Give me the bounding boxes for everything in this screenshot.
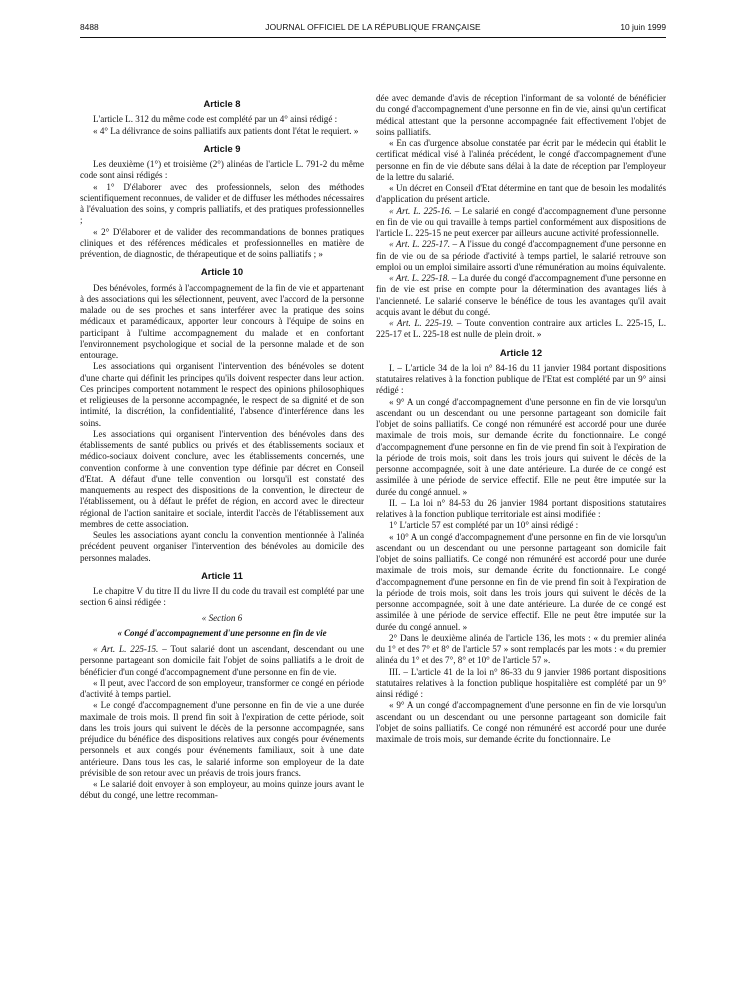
paragraph: Seules les associations ayant conclu la convention mentionnée à l'alinéa précédent peuvent organiser l'intervention des bénévoles au domicile des personnes malades. (80, 530, 364, 563)
paragraph: II. – La loi n° 84-53 du 26 janvier 1984 portant dispositions statutaires relatives à la fonction publique territoriale est ainsi modifiée : (376, 497, 666, 519)
paragraph: Le chapitre V du titre II du livre II du code du travail est complété par une section 6 ainsi rédigée : (80, 586, 364, 608)
article-paragraph (376, 239, 666, 273)
article-reference: « Art. L. 225-15. (93, 644, 159, 654)
paragraph: « 4° La délivrance de soins palliatifs aux patients dont l'état le requiert. » (93, 125, 359, 136)
paragraph: Les deuxième (1°) et troisième (2°) alinéas de l'article L. 791-2 du même code sont ainsi rédigés : (80, 159, 364, 181)
article-paragraph (376, 273, 666, 318)
paragraph: Les associations qui organisent l'intervention des bénévoles se dotent d'une charte qui définit les principes qu'ils doivent respecter dans leur action. Ces principes comportent notamment le respect des opinions philosophiques et religieuses de la personne accompagnée, le respect de sa dignité et de son intimité, la discrétion, la confidentialité, l'absence d'interférence dans les soins. (80, 361, 364, 428)
paragraph-text: – Tout salarié dont un ascendant, descendant ou une personne partageant son domicile fait l'objet de soins palliatifs a le droit de bénéficier d'un congé d'accompagnement d'une personne en fin de vie. (80, 644, 365, 677)
paragraph: Les associations qui organisent l'intervention des bénévoles dans des établissements de santé publics ou privés et des établissements sociaux et médico-sociaux doivent conclure, avec les établissements concernés, une convention conforme à une convention type définie par décret en Conseil d'Etat. A défaut d'une telle convention ou lorsqu'il est constaté des manquements au respect des dispositions de la convention, le directeur de l'établissement, ou à défaut le préfet de région, en accord avec le directeur régional de l'action sanitaire et sociale, interdit l'accès de l'établissement aux membres de cette association. (80, 428, 364, 529)
journal-title: JOURNAL OFFICIEL DE LA RÉPUBLIQUE FRANÇAISE (265, 22, 481, 32)
article-paragraph (376, 206, 666, 240)
paragraph: « Un décret en Conseil d'Etat détermine en tant que de besoin les modalités d'application du présent article. (376, 183, 666, 205)
article-heading: Article 10 (200, 266, 244, 278)
paragraph: « 9° A un congé d'accompagnement d'une personne en fin de vie lorsqu'un ascendant ou un descendant ou une personne partageant son domicile fait l'objet de soins palliatifs. Ce congé non rémunéré est accordé pour une durée maximale de trois mois, sur demande écrite du fonctionnaire. Le congé d'accompagnement d'une personne en fin de vie prend fin soit à l'expiration de la période de trois mois, soit dans les trois jours qui suivent le décès de la personne accompagnée, soit à une date antérieure. La durée de ce congé est assimilée à une période de service effectif. Elle ne peut être imputée sur la durée du congé annuel. » (376, 396, 666, 497)
paragraph: « 1° D'élaborer avec des professionnels, selon des méthodes scientifiquement reconnues, de valider et de diffuser les méthodes nécessaires à l'évaluation des soins, y compris palliatifs, et des pratiques professionnelles ; (80, 181, 364, 226)
paragraph: dée avec demande d'avis de réception l'informant de sa volonté de bénéficier du congé d'accompagnement d'une personne en fin de vie, ainsi qu'un certificat médical attestant que la personne accompagnée fait effectivement l'objet de soins palliatifs. (376, 93, 666, 137)
paragraph: III. – L'article 41 de la loi n° 86-33 du 9 janvier 1986 portant dispositions statutaires relatives à la fonction publique hospitalière est complété par un 9° ainsi rédigé : (376, 666, 666, 699)
paragraph: « En cas d'urgence absolue constatée par écrit par le médecin qui établit le certificat médical visé à l'alinéa précédent, le congé d'accompagnement d'une personne en fin de vie débute sans délai à la date de réception par l'employeur de la lettre du salarié. (376, 138, 666, 182)
article-heading: Article 9 (203, 142, 241, 154)
article-reference: « Art. L. 225-17. (389, 239, 451, 250)
section-label: « Section 6 (201, 612, 243, 623)
right-column (376, 93, 666, 745)
article-heading: Article 11 (201, 569, 243, 581)
article-reference: « Art. L. 225-16. (389, 205, 452, 216)
header-rule (80, 37, 666, 38)
left-column (80, 98, 364, 802)
article-heading: Article 12 (499, 346, 543, 358)
paragraph: « Il peut, avec l'accord de son employeur, transformer ce congé en période d'activité à temps partiel. (80, 677, 364, 699)
paragraph-text: – A l'issue du congé d'accompagnement d'une personne en fin de vie ou de sa période d'activité à temps partiel, le salarié retrouve son emploi ou un emploi similaire assorti d'une rémunération au moins équivalente. (376, 239, 666, 272)
issue-date: 10 juin 1999 (620, 22, 666, 32)
paragraph: 2° Dans le deuxième alinéa de l'article 136, les mots : « du premier alinéa du 1° et des 7° et 8° de l'article 57 » sont remplacés par les mots : « du premier alinéa du 1° et des 7°, 8° et 10° de l'article 57 ». (376, 632, 666, 666)
paragraph: 1° L'article 57 est complété par un 10° ainsi rédigé : (389, 520, 579, 531)
article-paragraph (376, 318, 666, 341)
page-number: 8488 (80, 22, 99, 32)
paragraph: « 9° A un congé d'accompagnement d'une personne en fin de vie lorsqu'un ascendant ou un descendant ou une personne partageant son domicile fait l'objet de soins palliatifs. Ce congé non rémunéré est accordé pour une durée maximale de trois mois, sur demande écrite du fonctionnaire. Le (376, 700, 666, 744)
article-reference: « Art. L. 225-18. (389, 273, 450, 283)
paragraph: I. – L'article 34 de la loi n° 84-16 du 11 janvier 1984 portant dispositions statutaires relatives à la fonction publique de l'Etat est complété par un 9° ainsi rédigé : (376, 362, 666, 396)
paragraph: « 2° D'élaborer et de valider des recommandations de bonnes pratiques cliniques et des références médicales et professionnelles en matière de prévention, de diagnostic, de thérapeutique et de soins palliatifs ; » (80, 226, 364, 259)
paragraph: « Le salarié doit envoyer à son employeur, au moins quinze jours avant le début du congé, une lettre recomman- (80, 779, 364, 801)
paragraph: « 10° A un congé d'accompagnement d'une personne en fin de vie lorsqu'un ascendant ou un descendant ou une personne partageant son domicile fait l'objet de soins palliatifs. Ce congé non rémunéré est accordé pour une durée maximale de trois mois, sur demande écrite du fonctionnaire. Le congé d'accompagnement d'une personne en fin de vie prend fin soit à l'expiration de la période de trois mois, soit dans les trois jours qui suivent le décès de la personne accompagnée, soit à une date antérieure. La durée de ce congé est assimilée à une période de service effectif. Elle ne peut être imputée sur la durée du congé annuel. » (376, 531, 666, 632)
page-header (80, 22, 666, 34)
paragraph: L'article L. 312 du même code est complété par un 4° ainsi rédigé : (93, 114, 338, 125)
paragraph: « Le congé d'accompagnement d'une personne en fin de vie a une durée maximale de trois mois. Il prend fin soit à l'expiration de cette période, soit dans les trois jours qui suivent le décès de la personne accompagnée, sans préjudice du bénéfice des dispositions relatives aux congés pour événements personnels et aux congés pour événements familiaux, soit à une date antérieure. Dans tous les cas, le salarié informe son employeur de la date prévisible de son retour avec un préavis de trois jours francs. (80, 700, 364, 778)
paragraph: Des bénévoles, formés à l'accompagnement de la fin de vie et appartenant à des associations qui les sélectionnent, peuvent, avec l'accord de la personne malade ou de ses proches et sans interférer avec la pratique des soins médicaux et paramédicaux, apporter leur concours à l'équipe de soins en participant à l'ultime accompagnement du malade et en confortant l'environnement psychologique et social de la personne malade et de son entourage. (80, 282, 364, 360)
section-title: « Congé d'accompagnement d'une personne en fin de vie (117, 627, 327, 638)
paragraph-text: – La durée du congé d'accompagnement d'une personne en fin de vie est prise en compte pour la détermination des avantages liés à l'ancienneté. Le salarié conserve le bénéfice de tous les avantages qu'il avait acquis avant le début du congé. (376, 273, 666, 317)
paragraph-text: – Toute convention contraire aux articles L. 225-15, L. 225-17 et L. 225-18 est nulle de plein droit. » (376, 318, 666, 340)
article-paragraph (80, 644, 364, 678)
article-reference: « Art. L. 225-19. (389, 318, 454, 328)
article-heading: Article 8 (203, 98, 241, 109)
paragraph-text: – Le salarié en congé d'accompagnement d'une personne en fin de vie ou qui travaille à temps partiel conformément aux dispositions de l'article L. 225-15 ne peut exercer par ailleurs aucune activité professionnelle. (376, 205, 666, 238)
